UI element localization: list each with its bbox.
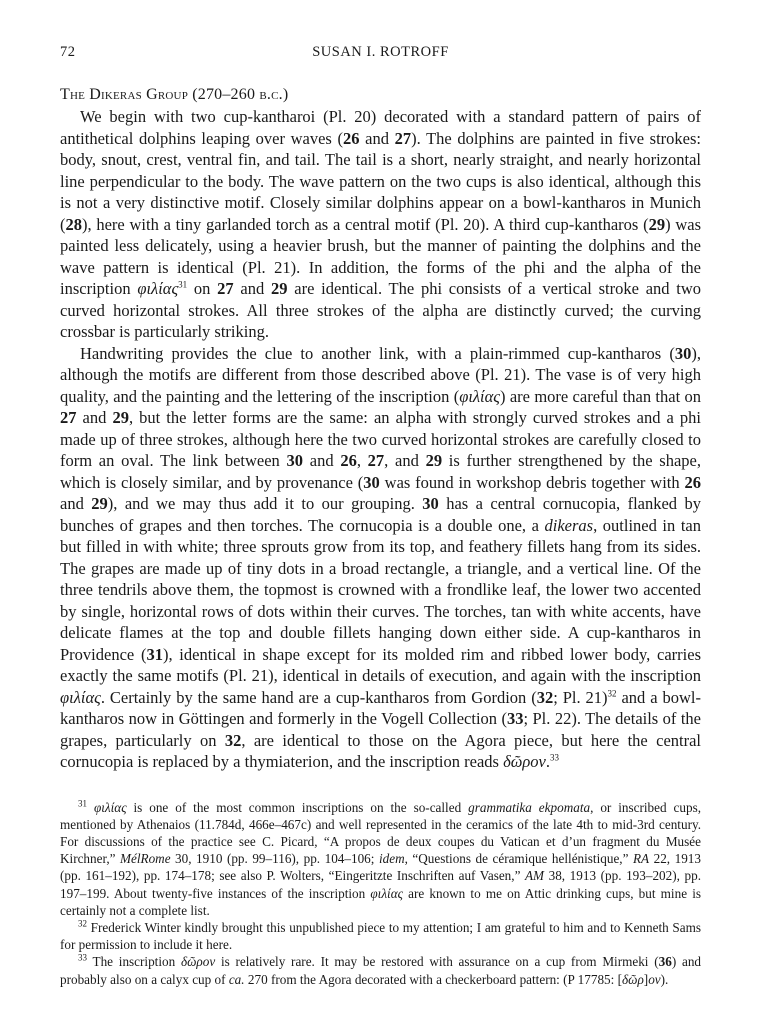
running-head-author: SUSAN I. ROTROFF	[312, 44, 449, 60]
catalog-number: 30	[286, 451, 304, 470]
text-run: ) and probably also on a calyx cup of	[60, 954, 702, 987]
catalog-number: 27	[217, 279, 234, 298]
italic-term: RA	[632, 851, 650, 867]
catalog-number: 29	[648, 214, 666, 234]
catalog-number: 30	[363, 472, 380, 492]
text-run: and	[60, 494, 92, 513]
italic-term: AM	[525, 868, 545, 884]
footnote-31	[60, 799, 701, 919]
text-run: We begin with two cup-kantharoi (Pl. 20) decorated with a standard pattern of pairs of antithetical dolphins leaping over waves (	[60, 107, 701, 148]
text-run: 30, 1910 (pp. 99–116), pp. 104–106;	[170, 851, 379, 867]
footnote-marker: 32	[78, 918, 87, 929]
text-run: 38, 1913 (pp. 193–202), pp. 197–199. About twenty-five instances of the inscription	[60, 868, 701, 901]
italic-term: grammatika ekpomata	[468, 799, 591, 815]
text-run: is further strengthened by the shape, which is closely similar, and by provenance (	[60, 451, 701, 492]
footnotes	[60, 799, 701, 988]
running-head	[60, 44, 701, 66]
text-run: ).	[660, 971, 669, 987]
text-run: ), identical in shape except for its molded rim and ribbed lower body, carries exactly the same motifs (Pl. 21), identical in details of execution, and again with the inscription	[60, 644, 701, 685]
text-run: Handwriting provides the clue to another link, with a plain-rimmed cup-kantharos (	[80, 343, 675, 363]
italic-term: MélRome	[120, 851, 171, 867]
catalog-number: 28	[65, 214, 82, 234]
text-run: ) are more careful than that on	[500, 386, 701, 406]
text-run: , “Questions de céramique hellénistique,”	[404, 851, 633, 867]
footnote-marker: 33	[78, 952, 87, 963]
catalog-number: 36	[658, 954, 672, 970]
footnote-marker: 31	[78, 798, 87, 809]
text-run: .	[545, 752, 551, 771]
text-run: and	[233, 279, 272, 298]
body-paragraph	[60, 106, 701, 343]
catalog-number: 27	[60, 408, 77, 427]
italic-term: dikeras	[544, 515, 594, 535]
page	[60, 44, 701, 988]
body-text	[60, 106, 701, 773]
catalog-number: 30	[422, 494, 439, 513]
page-number: 72	[60, 44, 76, 60]
italic-term: φιλίας	[137, 279, 179, 298]
text-run: 22, 1913 (pp. 161–192), pp. 174–178; see also P. Wolters, “Eingeritzte Inschriften auf Vasen,”	[60, 851, 701, 884]
italic-term: δῶρ	[622, 971, 644, 987]
text-run: on	[187, 279, 218, 298]
text-run: ), and we may thus add it to our grouping.	[107, 494, 423, 513]
italic-term: φιλίας	[370, 885, 403, 901]
text-run: ). The dolphins are painted in five strokes: body, snout, crest, ventral fin, and tail. The tail is a short, nearly straight, and nearly horizontal line perpendicular to the body. The wave pattern on the two cups is also identical, although this is not a very distinctive motif. Closely similar dolphins appear on a bowl-kantharos in Munich (	[60, 128, 701, 234]
text-run: ; Pl. 22). The details of the grapes, particularly on	[60, 709, 701, 750]
footnote-33	[60, 953, 701, 987]
catalog-number: 32	[224, 730, 242, 750]
text-run: and	[76, 408, 113, 427]
section-title: The Dikeras Group (270–260 b.c.)	[60, 86, 289, 103]
catalog-number: 33	[506, 709, 524, 728]
footnote-marker: 31	[178, 279, 188, 290]
text-run: ), here with a tiny garlanded torch as a central motif (Pl. 20). A third cup-kantharos (	[82, 214, 649, 234]
text-run: , outlined in tan but filled in with white; three sprouts grow from its top, and feathery fillets hang from its sides. The grapes are made up of tiny dots in a broad rectangle, a triangle, and a vertical line. Of the three tendrils above them, the topmost is crowned with a frondlike leaf, the lower two accented by single, horizontal rows of dots within their curves. The torches, tan with white accents, have delicate flames at the top and double fillets hanging down either side. A cup-kantharos in Providence (	[60, 515, 701, 664]
catalog-number: 29	[425, 451, 443, 470]
text-run: . Certainly by the same hand are a cup-kantharos from Gordion (	[100, 687, 537, 707]
catalog-number: 27	[367, 451, 385, 470]
text-run: and	[303, 451, 341, 470]
text-run: ,	[356, 451, 368, 470]
text-run: , and	[384, 451, 426, 470]
italic-term: ον	[648, 971, 661, 987]
catalog-number: 27	[394, 128, 412, 148]
text-run: is one of the most common inscriptions on the so-called	[126, 799, 469, 815]
catalog-number: 31	[146, 644, 163, 664]
text-run: is relatively rare. It may be restored with assurance on a cup from Mirmeki (	[215, 954, 659, 970]
italic-term: φιλίας	[93, 799, 127, 815]
text-run: ), although the motifs are different from those described above (Pl. 21). The vase is of very high quality, and the painting and the lettering of the inscription (	[60, 343, 701, 406]
italic-term: δῶρον	[503, 752, 546, 771]
italic-term: φιλίας	[60, 687, 101, 707]
footnote-marker: 33	[550, 752, 560, 763]
text-run: are identical. The phi consists of a vertical stroke and two curved horizontal strokes. All three strokes of the alpha are distinctly curved; the curving crossbar is particularly striking.	[60, 279, 702, 341]
italic-term: ca.	[228, 971, 245, 987]
text-run: , but the letter forms are the same: an alpha with strongly curved strokes and a phi made up of three strokes, although here the two curved horizontal strokes are carefully closed to form an oval. The link between	[60, 408, 702, 470]
catalog-number: 30	[674, 343, 692, 363]
text-run: , or inscribed cups, mentioned by Athenaios (11.784d, 466e–467c) and well represented in the ceramics of the late 4th to mid-3rd century. For discussions of the practice see C. Picard, “A propos de deux coupes du Vatican et d’un fragment du Musée Kirchner,”	[60, 799, 702, 867]
text-run: was found in workshop debris together with	[379, 472, 685, 492]
catalog-number: 29	[91, 494, 108, 513]
italic-term: δῶρον	[180, 954, 216, 970]
text-run: ]	[643, 971, 649, 987]
catalog-number: 29	[112, 408, 129, 427]
text-run	[87, 800, 94, 815]
text-run: ) was painted less delicately, using a heavier brush, but the manner of painting the dolphins and the wave pattern is identical (Pl. 21). In addition, the forms of the phi and the alpha of the inscription	[60, 214, 701, 298]
italic-term: φιλίας	[459, 386, 501, 406]
text-run: Frederick Winter kindly brought this unpublished piece to my attention; I am grateful to him and to Kenneth Sams for permission to include it here.	[60, 919, 701, 953]
text-run: are known to me on Attic drinking cups, but mine is certainly not a complete list.	[60, 885, 701, 918]
catalog-number: 26	[340, 451, 357, 470]
catalog-number: 26	[684, 472, 701, 492]
catalog-number: 29	[271, 279, 288, 298]
text-run: and a bowl-kantharos now in Göttingen and formerly in the Vogell Collection (	[60, 687, 701, 728]
text-run: 270 from the Agora decorated with a checkerboard pattern: (P 17785: [	[244, 971, 622, 987]
text-run: ; Pl. 21)	[553, 687, 608, 707]
text-run: , are identical to those on the Agora piece, but here the central cornucopia is replaced by a thymiaterion, and the inscription reads	[60, 730, 701, 771]
catalog-number: 32	[536, 687, 554, 707]
footnote-32	[60, 919, 701, 953]
text-run: and	[359, 128, 395, 148]
text-run: The inscription	[87, 954, 181, 970]
body-paragraph	[60, 343, 701, 773]
catalog-number: 26	[343, 128, 360, 148]
footnote-marker: 32	[607, 688, 617, 698]
italic-term: idem	[378, 851, 405, 867]
text-run: has a central cornucopia, flanked by bunches of grapes and then torches. The cornucopia is a double one, a	[60, 494, 701, 535]
